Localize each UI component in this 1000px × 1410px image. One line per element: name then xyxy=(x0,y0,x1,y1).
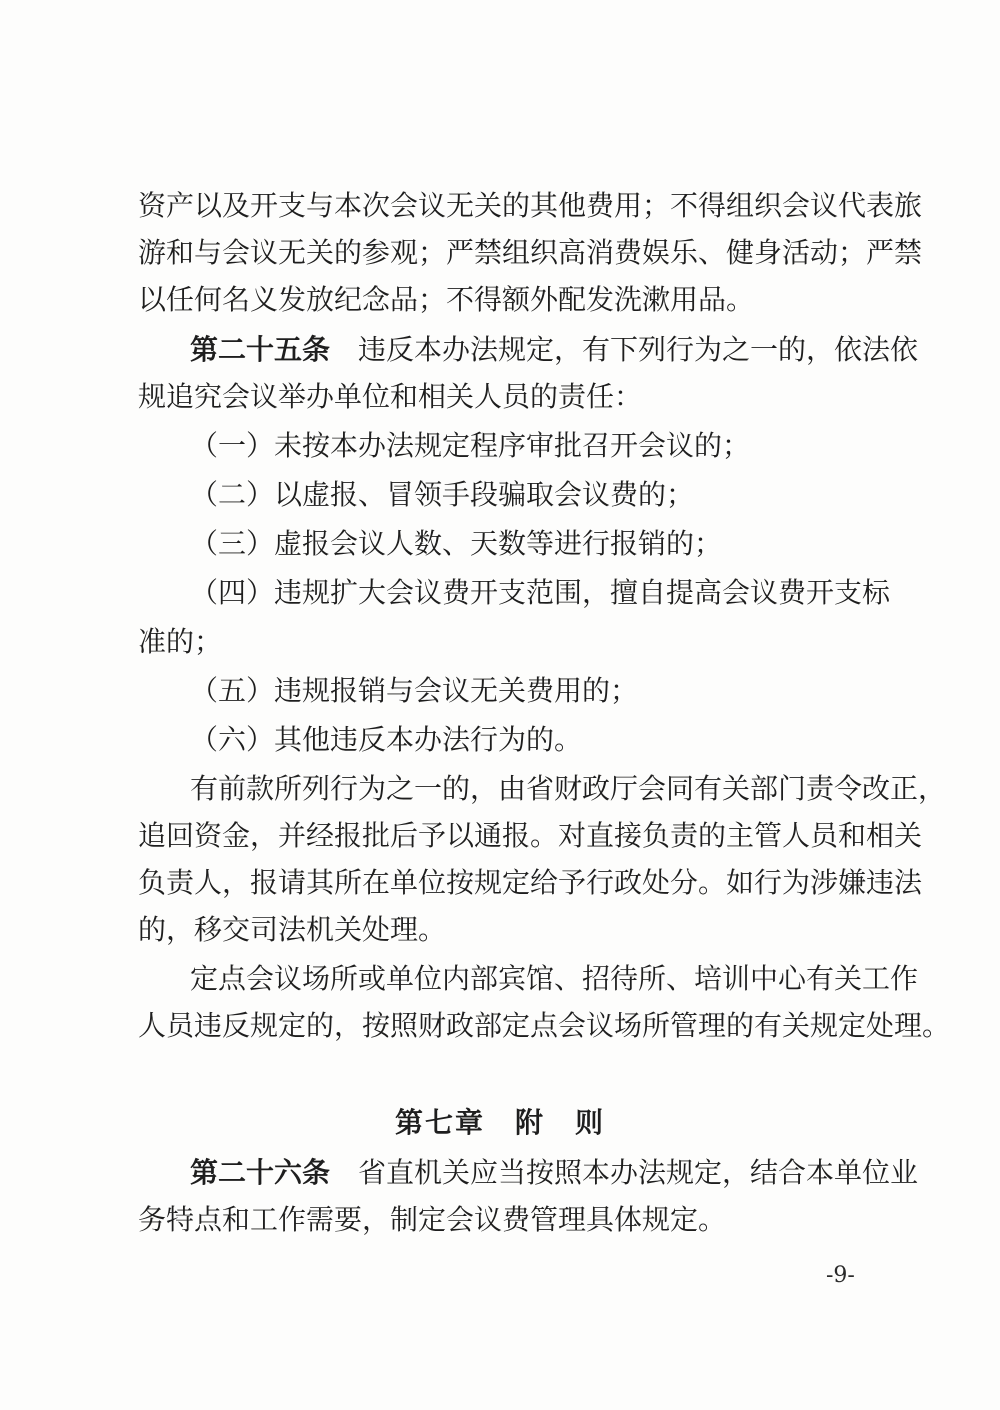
article-25-line-2: 规追究会议举办单位和相关人员的责任： xyxy=(138,380,643,413)
para-continue-line-2: 游和与会议无关的参观；严禁组织高消费娱乐、健身活动；严禁 xyxy=(138,236,923,269)
para-continue-line-1: 资产以及开支与本次会议无关的其他费用；不得组织会议代表旅 xyxy=(138,189,923,222)
article-25-label: 第二十五条 xyxy=(190,333,331,366)
article-25-item-1: （一）未按本办法规定程序审批召开会议的； xyxy=(190,429,751,462)
article-26-label: 第二十六条 xyxy=(190,1156,331,1189)
article-25-item-3: （三）虚报会议人数、天数等进行报销的； xyxy=(190,527,723,560)
chapter-number: 第七章 xyxy=(394,1106,485,1139)
article-25-first-line xyxy=(190,332,919,368)
article-25-item-4: （四）违规扩大会议费开支范围，擅自提高会议费开支标 xyxy=(190,576,891,609)
para-venue-line-1: 定点会议场所或单位内部宾馆、招待所、培训中心有关工作 xyxy=(190,962,919,995)
article-25-item-4-cont: 准的； xyxy=(138,625,223,658)
para-continue-line-3: 以任何名义发放纪念品；不得额外配发洗漱用品。 xyxy=(138,283,755,316)
para-penalty-line-3: 负责人，报请其所在单位按规定给予行政处分。如行为涉嫌违法 xyxy=(138,866,923,899)
article-26-text: 省直机关应当按照本办法规定，结合本单位业 xyxy=(358,1156,919,1189)
page-number: -9- xyxy=(826,1263,855,1288)
para-penalty-line-2: 追回资金，并经报批后予以通报。对直接负责的主管人员和相关 xyxy=(138,819,923,852)
para-penalty-line-4: 的，移交司法机关处理。 xyxy=(138,913,447,946)
para-venue-line-2: 人员违反规定的，按照财政部定点会议场所管理的有关规定处理。 xyxy=(138,1009,951,1042)
article-25-text: 违反本办法规定，有下列行为之一的，依法依 xyxy=(358,333,919,366)
article-25-item-2: （二）以虚报、冒领手段骗取会议费的； xyxy=(190,478,695,511)
chapter-7-heading xyxy=(0,1105,1000,1141)
chapter-title: 附 则 xyxy=(515,1106,606,1139)
article-26-first-line xyxy=(190,1155,919,1191)
article-26-line-2: 务特点和工作需要，制定会议费管理具体规定。 xyxy=(138,1203,727,1236)
article-25-item-6: （六）其他违反本办法行为的。 xyxy=(190,723,583,756)
para-penalty-line-1: 有前款所列行为之一的，由省财政厅会同有关部门责令改正， xyxy=(190,772,947,805)
article-25-item-5: （五）违规报销与会议无关费用的； xyxy=(190,674,639,707)
